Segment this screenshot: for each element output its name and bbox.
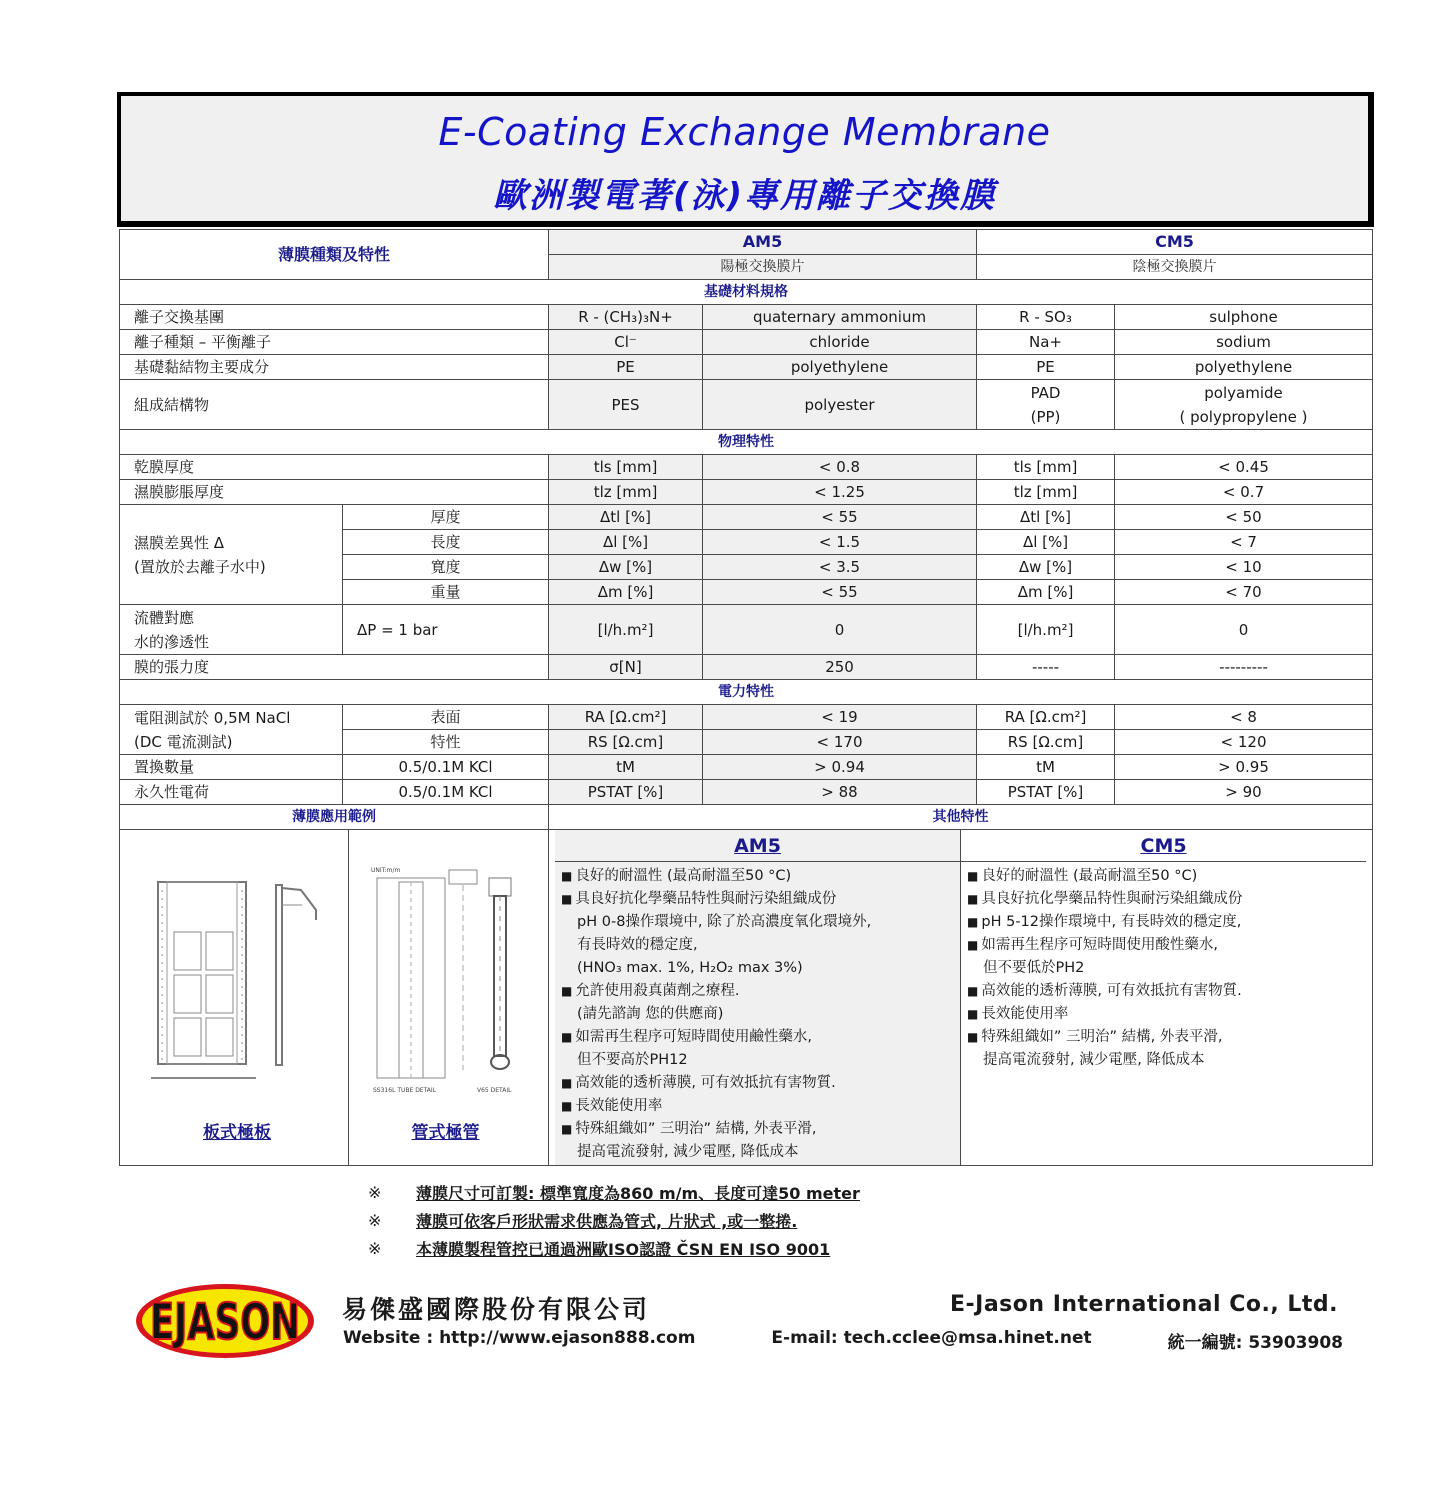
feature-text: 高效能的透析薄膜, 可有效抵抗有害物質. — [575, 1075, 836, 1091]
spec-table — [119, 229, 1373, 1166]
am-symbol: Δl [%] — [549, 530, 703, 555]
am-value: polyethylene — [703, 355, 977, 380]
resist-group-label — [120, 705, 343, 755]
svg-text:V65 DETAIL: V65 DETAIL — [477, 1087, 512, 1094]
wet-group-label — [120, 505, 343, 605]
resist-label-line2: (DC 電流測試) — [134, 732, 233, 751]
cm-symbol: RS [Ω.cm] — [977, 730, 1115, 755]
cm-symbol: tlz [mm] — [977, 480, 1115, 505]
bullet-icon: ■ — [967, 1030, 979, 1044]
am-symbol: PE — [549, 355, 703, 380]
feature-line — [561, 980, 954, 1003]
feature-text: 高效能的透析薄膜, 可有效抵抗有害物質. — [981, 983, 1242, 999]
feature-text: 提高電流發射, 減少電壓, 降低成本 — [577, 1144, 799, 1160]
table-row — [120, 380, 1373, 430]
bullet-icon: ■ — [561, 1030, 573, 1044]
cm-symbol: Δtl [%] — [977, 505, 1115, 530]
cm5-features — [961, 862, 1366, 1165]
feature-text: 特殊組織如” 三明治” 結構, 外表平滑, — [575, 1121, 817, 1137]
feature-line — [561, 1003, 954, 1026]
tax-id: 統一編號: 53903908 — [1167, 1333, 1343, 1353]
table-row — [120, 355, 1373, 380]
feature-text: 特殊組織如” 三明治” 結構, 外表平滑, — [981, 1029, 1223, 1045]
other-am5-title: AM5 — [555, 830, 961, 861]
am-symbol: R - (CH₃)₃N+ — [549, 305, 703, 330]
am5-header-name: AM5 — [549, 230, 977, 255]
note-item — [368, 1178, 860, 1206]
cm-symbol: PSTAT [%] — [977, 780, 1115, 805]
feature-line — [967, 865, 1360, 888]
notes — [368, 1178, 860, 1262]
cm-symbol: Na+ — [977, 330, 1115, 355]
feature-line — [561, 1072, 954, 1095]
section-physical: 物理特性 — [120, 430, 1373, 455]
am-value: < 170 — [703, 730, 977, 755]
note-mark: ※ — [368, 1210, 382, 1230]
table-row — [120, 755, 1373, 780]
feature-text: 允許使用殺真菌劑之療程. — [575, 983, 740, 999]
feature-text: 有長時效的穩定度, — [577, 937, 698, 953]
am-symbol: PSTAT [%] — [549, 780, 703, 805]
feature-line — [561, 911, 954, 934]
row-label: 基礎黏結物主要成分 — [120, 355, 549, 380]
feature-line — [967, 1003, 1360, 1026]
sub-label: 特性 — [343, 730, 549, 755]
table-row — [120, 455, 1373, 480]
feature-line — [561, 957, 954, 980]
feature-text: pH 0-8操作環境中, 除了於高濃度氧化環境外, — [577, 914, 872, 930]
bullet-icon: ■ — [967, 892, 979, 906]
cm-symbol: PE — [977, 355, 1115, 380]
cm-symbol: RA [Ω.cm²] — [977, 705, 1115, 730]
cm-symbol: ----- — [977, 655, 1115, 680]
cm-value: sodium — [1115, 330, 1373, 355]
cm-value: sulphone — [1115, 305, 1373, 330]
sub-label: 寬度 — [343, 555, 549, 580]
bullet-icon: ■ — [967, 938, 979, 952]
other-cell — [549, 830, 1373, 1166]
plate-label: 板式極板 — [203, 1123, 271, 1143]
note-item — [368, 1234, 860, 1262]
flow-condition: ΔP = 1 bar — [343, 605, 549, 655]
cm-symbol: tls [mm] — [977, 455, 1115, 480]
am-value: < 19 — [703, 705, 977, 730]
cm-symbol: [l/h.m²] — [977, 605, 1115, 655]
cm-value-line2: ( polypropylene ) — [1179, 407, 1308, 426]
plate-electrode-drawing — [126, 830, 348, 1090]
section-basic: 基礎材料規格 — [120, 280, 1373, 305]
am-symbol: PES — [549, 380, 703, 430]
title-chinese: 歐洲製電著(泳)專用離子交換膜 — [492, 176, 997, 216]
cm-symbol: Δm [%] — [977, 580, 1115, 605]
table-row — [120, 480, 1373, 505]
table-row — [120, 505, 1373, 530]
am-symbol: tls [mm] — [549, 455, 703, 480]
bullet-icon: ■ — [561, 1099, 573, 1113]
cm-symbol — [977, 380, 1115, 430]
svg-text:SS316L TUBE DETAIL: SS316L TUBE DETAIL — [373, 1087, 437, 1094]
header-row — [120, 230, 1373, 255]
feature-line — [967, 1049, 1360, 1072]
cm-value: < 0.7 — [1115, 480, 1373, 505]
bullet-icon: ■ — [967, 869, 979, 883]
table-row — [120, 330, 1373, 355]
tube-electrode — [349, 830, 542, 1165]
table-row — [120, 705, 1373, 730]
bullet-icon: ■ — [967, 915, 979, 929]
cm-symbol: Δw [%] — [977, 555, 1115, 580]
note-mark: ※ — [368, 1182, 382, 1202]
cm5-header-sub: 陰極交換膜片 — [977, 255, 1373, 280]
feature-text: 長效能使用率 — [981, 1006, 1069, 1022]
row-condition: 0.5/0.1M KCl — [343, 780, 549, 805]
feature-line — [561, 934, 954, 957]
feature-line — [561, 888, 954, 911]
wet-label-line1: 濕膜差異性 Δ — [134, 533, 225, 552]
row-label: 離子種類 – 平衡離子 — [120, 330, 549, 355]
tube-label: 管式極管 — [411, 1123, 480, 1143]
section-electrical: 電力特性 — [120, 680, 1373, 705]
table-row — [120, 780, 1373, 805]
note-text: 本薄膜製程管控已通過洲歐ISO認證 ČSN EN ISO 9001 — [416, 1239, 831, 1259]
am-symbol: Δw [%] — [549, 555, 703, 580]
bullet-icon: ■ — [561, 1076, 573, 1090]
wet-label-line2: (置放於去離子水中) — [134, 557, 266, 576]
bullet-icon: ■ — [967, 984, 979, 998]
am-symbol: tlz [mm] — [549, 480, 703, 505]
row-label: 濕膜膨脹厚度 — [120, 480, 549, 505]
feature-line — [561, 1095, 954, 1118]
am-value: < 0.8 — [703, 455, 977, 480]
section-application: 薄膜應用範例 — [120, 805, 549, 830]
feature-text: 良好的耐溫性 (最高耐溫至50 °C) — [981, 868, 1198, 884]
feature-line — [967, 957, 1360, 980]
cm-value: > 90 — [1115, 780, 1373, 805]
feature-line — [561, 1118, 954, 1141]
am-symbol: RA [Ω.cm²] — [549, 705, 703, 730]
am-value: 250 — [703, 655, 977, 680]
website-link[interactable]: Website : http://www.ejason888.com — [343, 1328, 696, 1348]
row-label: 永久性電荷 — [120, 780, 343, 805]
row-label: 乾膜厚度 — [120, 455, 549, 480]
am-symbol: Cl⁻ — [549, 330, 703, 355]
feature-line — [967, 888, 1360, 911]
feature-text: (HNO₃ max. 1%, H₂O₂ max 3%) — [577, 960, 803, 976]
feature-text: 但不要高於PH12 — [577, 1052, 688, 1068]
feature-text: 如需再生程序可短時間使用鹼性藥水, — [575, 1029, 812, 1045]
feature-text: pH 5-12操作環境中, 有長時效的穩定度, — [981, 914, 1242, 930]
tube-electrode-drawing — [349, 830, 555, 1100]
bullet-icon: ■ — [561, 869, 573, 883]
note-text: 薄膜尺寸可訂製: 標準寬度為860 m/m、長度可達50 meter — [416, 1183, 860, 1203]
sub-label: 表面 — [343, 705, 549, 730]
company-name-zh: 易傑盛國際股份有限公司 — [342, 1295, 651, 1324]
title-english: E-Coating Exchange Membrane — [438, 110, 1051, 154]
cm-value: --------- — [1115, 655, 1373, 680]
feature-text: 如需再生程序可短時間使用酸性藥水, — [981, 937, 1218, 953]
application-cell — [120, 830, 549, 1166]
sub-label: 長度 — [343, 530, 549, 555]
table-row — [120, 605, 1373, 655]
cm-value: < 8 — [1115, 705, 1373, 730]
cm-symbol: R - SO₃ — [977, 305, 1115, 330]
cm-value — [1115, 380, 1373, 430]
row-label: 組成結構物 — [120, 380, 549, 430]
feature-line — [967, 980, 1360, 1003]
feature-line — [561, 1049, 954, 1072]
application-row — [120, 830, 1373, 1166]
am5-features — [555, 862, 961, 1165]
am-symbol: σ[N] — [549, 655, 703, 680]
cm-value: < 50 — [1115, 505, 1373, 530]
flow-label-line1: 流體對應 — [134, 608, 195, 627]
svg-text:UNIT:m/m: UNIT:m/m — [371, 867, 401, 874]
feature-line — [967, 1026, 1360, 1049]
cm-symbol: Δl [%] — [977, 530, 1115, 555]
bullet-icon: ■ — [561, 984, 573, 998]
other-cm5-title: CM5 — [1140, 835, 1187, 857]
cm-value: 0 — [1115, 605, 1373, 655]
cm-symbol-line2: (PP) — [1030, 407, 1061, 426]
am-symbol: Δtl [%] — [549, 505, 703, 530]
am-symbol: [l/h.m²] — [549, 605, 703, 655]
company-name-en: E-Jason International Co., Ltd. — [949, 1292, 1338, 1317]
am-value: < 1.25 — [703, 480, 977, 505]
note-mark: ※ — [368, 1238, 382, 1258]
feature-text: (請先諮詢 您的供應商) — [577, 1006, 724, 1022]
cm-value-line1: polyamide — [1204, 383, 1283, 402]
contact-line — [343, 1328, 1343, 1353]
plate-electrode — [126, 830, 349, 1165]
feature-text: 但不要低於PH2 — [983, 960, 1085, 976]
am-value: < 1.5 — [703, 530, 977, 555]
row-label: 置換數量 — [120, 755, 343, 780]
bullet-icon: ■ — [561, 892, 573, 906]
table-row — [120, 305, 1373, 330]
feature-line — [967, 934, 1360, 957]
cm-value: < 7 — [1115, 530, 1373, 555]
am-value: < 3.5 — [703, 555, 977, 580]
row-label: 離子交換基團 — [120, 305, 549, 330]
email-link[interactable]: E-mail: tech.cclee@msa.hinet.net — [771, 1328, 1092, 1348]
bullet-icon: ■ — [967, 1007, 979, 1021]
feature-line — [967, 911, 1360, 934]
title-box — [117, 92, 1374, 227]
note-text: 薄膜可依客戶形狀需求供應為管式, 片狀式 ,或一整捲. — [416, 1211, 798, 1231]
cm-value: < 120 — [1115, 730, 1373, 755]
feature-text: 良好的耐溫性 (最高耐溫至50 °C) — [575, 868, 792, 884]
logo-text: EJASON — [150, 1293, 300, 1351]
row-condition: 0.5/0.1M KCl — [343, 755, 549, 780]
table-row — [120, 655, 1373, 680]
am-value: < 55 — [703, 505, 977, 530]
row-label: 膜的張力度 — [120, 655, 549, 680]
feature-text: 具良好抗化學藥品特性與耐污染組織成份 — [981, 891, 1243, 907]
sub-label: 重量 — [343, 580, 549, 605]
am-value: 0 — [703, 605, 977, 655]
am-value: chloride — [703, 330, 977, 355]
sub-label: 厚度 — [343, 505, 549, 530]
am-value: quaternary ammonium — [703, 305, 977, 330]
cm-value: < 70 — [1115, 580, 1373, 605]
section-other: 其他特性 — [549, 805, 1373, 830]
am-symbol: tM — [549, 755, 703, 780]
cm-symbol-line1: PAD — [1030, 383, 1061, 402]
am-value: < 55 — [703, 580, 977, 605]
ejason-logo — [133, 1281, 317, 1361]
am-value: > 0.94 — [703, 755, 977, 780]
cm5-header-name: CM5 — [977, 230, 1373, 255]
cm-value: polyethylene — [1115, 355, 1373, 380]
section-row-application — [120, 805, 1373, 830]
note-item — [368, 1206, 860, 1234]
header-label: 薄膜種類及特性 — [120, 230, 549, 280]
am-value: > 88 — [703, 780, 977, 805]
feature-line — [561, 1026, 954, 1049]
am-symbol: RS [Ω.cm] — [549, 730, 703, 755]
resist-label-line1: 電阻測試於 0,5M NaCl — [134, 708, 291, 727]
bullet-icon: ■ — [561, 1122, 573, 1136]
am-value: polyester — [703, 380, 977, 430]
am5-header-sub: 陽極交換膜片 — [549, 255, 977, 280]
feature-text: 具良好抗化學藥品特性與耐污染組織成份 — [575, 891, 837, 907]
cm-value: < 10 — [1115, 555, 1373, 580]
flow-label — [120, 605, 343, 655]
flow-label-line2: 水的滲透性 — [134, 632, 210, 651]
cm-value: < 0.45 — [1115, 455, 1373, 480]
cm-value: > 0.95 — [1115, 755, 1373, 780]
feature-line — [561, 865, 954, 888]
feature-text: 提高電流發射, 減少電壓, 降低成本 — [983, 1052, 1205, 1068]
feature-line — [561, 1141, 954, 1164]
cm-symbol: tM — [977, 755, 1115, 780]
feature-text: 長效能使用率 — [575, 1098, 663, 1114]
am-symbol: Δm [%] — [549, 580, 703, 605]
